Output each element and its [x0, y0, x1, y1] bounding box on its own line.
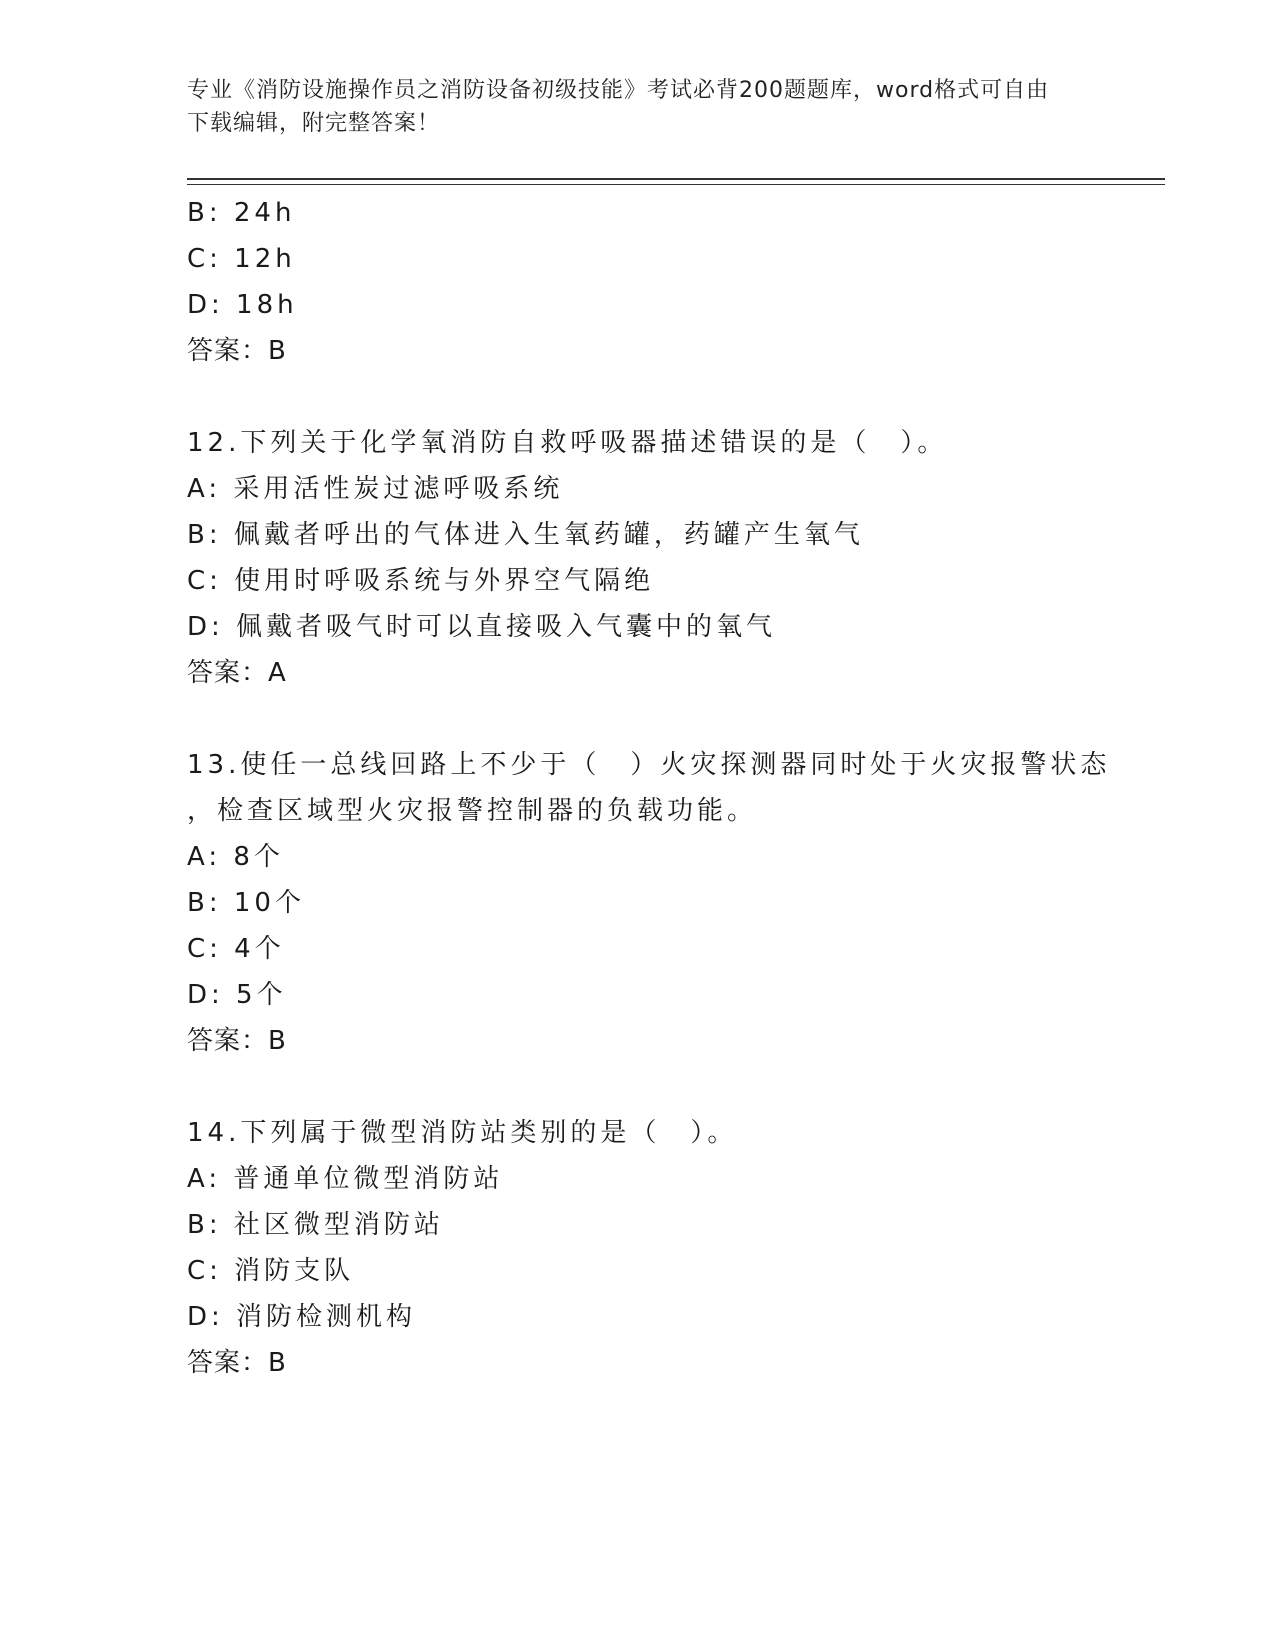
spacer [187, 696, 1087, 742]
option-line: C: 12h [187, 244, 296, 274]
spacer [187, 1064, 1087, 1110]
option-line: B: 10个 [187, 888, 305, 918]
spacer [187, 374, 1087, 420]
option-line: D: 消防检测机构 [187, 1302, 417, 1332]
answer-line: 答案：A [187, 658, 287, 688]
question-14: 14.下列属于微型消防站类别的是（ ）。 [187, 1118, 738, 1148]
option-line: D: 佩戴者吸气时可以直接吸入气囊中的氧气 [187, 612, 777, 642]
answer-line: 答案：B [187, 1348, 287, 1378]
header-rule-thin [187, 184, 1165, 185]
option-line: D: 5个 [187, 980, 287, 1010]
option-line: B: 24h [187, 198, 296, 228]
option-line: B: 社区微型消防站 [187, 1210, 444, 1240]
question-13-continued: ，检查区域型火灾报警控制器的负载功能。 [187, 796, 758, 826]
option-line: C: 消防支队 [187, 1256, 355, 1286]
option-line: B: 佩戴者呼出的气体进入生氧药罐，药罐产生氧气 [187, 520, 864, 550]
answer-line: 答案：B [187, 1026, 287, 1056]
option-line: C: 使用时呼吸系统与外界空气隔绝 [187, 566, 655, 596]
question-12: 12.下列关于化学氧消防自救呼吸器描述错误的是（ ）。 [187, 428, 948, 458]
question-list [187, 190, 1111, 1386]
question-13: 13.使任一总线回路上不少于（ ）火灾探测器同时处于火灾报警状态 [187, 750, 1111, 780]
option-line: D: 18h [187, 290, 298, 320]
option-line: A: 8个 [187, 842, 284, 872]
option-line: C: 4个 [187, 934, 285, 964]
option-line: A: 采用活性炭过滤呼吸系统 [187, 474, 564, 504]
header-rule-thick [187, 178, 1165, 180]
answer-line: 答案：B [187, 336, 287, 366]
option-line: A: 普通单位微型消防站 [187, 1164, 504, 1194]
document-header: 专业《消防设施操作员之消防设备初级技能》考试必背200题题库，word格式可自由下载编辑，附完整答案！ [187, 78, 1050, 136]
